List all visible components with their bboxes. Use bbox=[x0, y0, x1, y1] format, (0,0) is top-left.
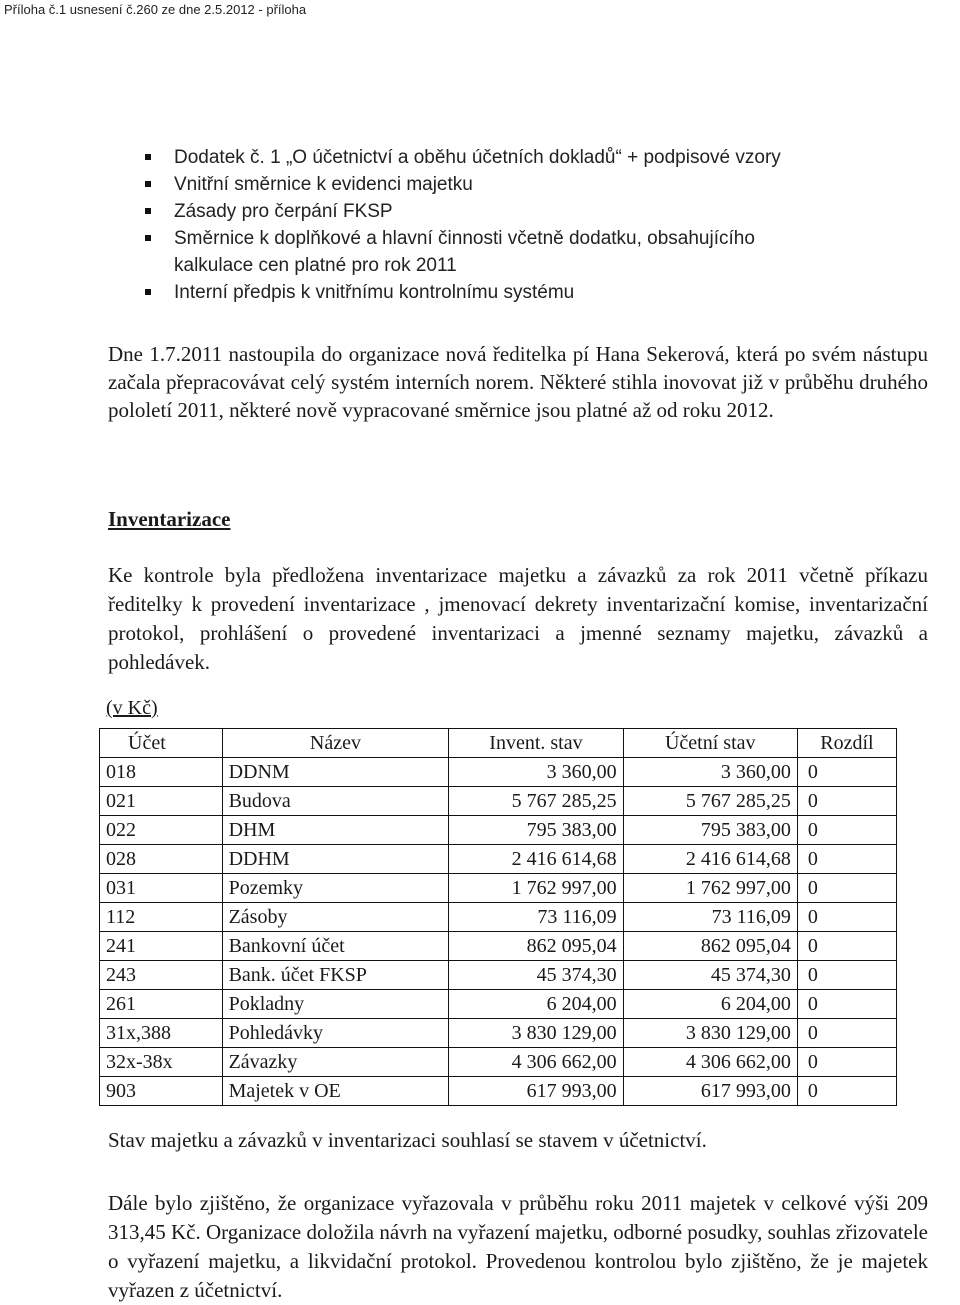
cell-account: 32x-38x bbox=[100, 1048, 223, 1077]
table-unit-label: (v Kč) bbox=[106, 697, 158, 719]
cell-difference: 0 bbox=[797, 816, 896, 845]
cell-accounting-state: 795 383,00 bbox=[623, 816, 797, 845]
list-item bbox=[145, 225, 925, 279]
cell-account: 241 bbox=[100, 932, 223, 961]
cell-difference: 0 bbox=[797, 903, 896, 932]
cell-accounting-state: 73 116,09 bbox=[623, 903, 797, 932]
cell-name: DDHM bbox=[222, 845, 449, 874]
cell-account: 243 bbox=[100, 961, 223, 990]
table-row bbox=[100, 1019, 897, 1048]
column-header-account: Účet bbox=[100, 729, 223, 758]
cell-inventory-state: 1 762 997,00 bbox=[449, 874, 623, 903]
column-header-accounting-state: Účetní stav bbox=[623, 729, 797, 758]
cell-accounting-state: 6 204,00 bbox=[623, 990, 797, 1019]
bullet-icon bbox=[145, 181, 151, 187]
cell-inventory-state: 3 360,00 bbox=[449, 758, 623, 787]
cell-accounting-state: 4 306 662,00 bbox=[623, 1048, 797, 1077]
paragraph-inventory-docs: Ke kontrole byla předložena inventarizace majetku a závazků za rok 2011 včetně příkazu ředitelky k provedení inventarizace , jmenovací dekrety inventarizační komise, inventarizační protokol, prohlášení o provedené inventarizaci a jmenné seznamy majetku, závazků a pohledávek. bbox=[108, 563, 928, 674]
cell-difference: 0 bbox=[797, 961, 896, 990]
table-row bbox=[100, 874, 897, 903]
cell-account: 022 bbox=[100, 816, 223, 845]
list-item-text: Interní předpis k vnitřnímu kontrolnímu systému bbox=[174, 282, 575, 303]
cell-account: 903 bbox=[100, 1077, 223, 1106]
cell-inventory-state: 4 306 662,00 bbox=[449, 1048, 623, 1077]
column-header-name: Název bbox=[222, 729, 449, 758]
document-list bbox=[145, 144, 925, 306]
cell-difference: 0 bbox=[797, 758, 896, 787]
cell-difference: 0 bbox=[797, 787, 896, 816]
cell-name: Pokladny bbox=[222, 990, 449, 1019]
list-item bbox=[145, 171, 925, 198]
paragraph-inventory-agrees: Stav majetku a závazků v inventarizaci souhlasí se stavem v účetnictví. bbox=[108, 1128, 707, 1152]
cell-inventory-state: 795 383,00 bbox=[449, 816, 623, 845]
list-item-text: Dodatek č. 1 „O účetnictví a oběhu účetních dokladů“ + podpisové vzory bbox=[174, 147, 781, 168]
table-row bbox=[100, 816, 897, 845]
cell-name: Pohledávky bbox=[222, 1019, 449, 1048]
table-row bbox=[100, 990, 897, 1019]
cell-difference: 0 bbox=[797, 1019, 896, 1048]
table-row bbox=[100, 903, 897, 932]
cell-accounting-state: 3 830 129,00 bbox=[623, 1019, 797, 1048]
cell-inventory-state: 6 204,00 bbox=[449, 990, 623, 1019]
cell-account: 112 bbox=[100, 903, 223, 932]
cell-accounting-state: 617 993,00 bbox=[623, 1077, 797, 1106]
list-item-text: Vnitřní směrnice k evidenci majetku bbox=[174, 174, 473, 195]
cell-inventory-state: 862 095,04 bbox=[449, 932, 623, 961]
list-item-text: Zásady pro čerpání FKSP bbox=[174, 201, 393, 222]
cell-accounting-state: 5 767 285,25 bbox=[623, 787, 797, 816]
cell-inventory-state: 3 830 129,00 bbox=[449, 1019, 623, 1048]
cell-inventory-state: 45 374,30 bbox=[449, 961, 623, 990]
bullet-icon bbox=[145, 289, 151, 295]
cell-name: Majetek v OE bbox=[222, 1077, 449, 1106]
cell-accounting-state: 862 095,04 bbox=[623, 932, 797, 961]
cell-name: Pozemky bbox=[222, 874, 449, 903]
cell-inventory-state: 5 767 285,25 bbox=[449, 787, 623, 816]
section-title-inventory: Inventarizace bbox=[108, 507, 231, 531]
cell-difference: 0 bbox=[797, 845, 896, 874]
table-row bbox=[100, 1077, 897, 1106]
column-header-difference: Rozdíl bbox=[797, 729, 896, 758]
cell-difference: 0 bbox=[797, 1048, 896, 1077]
cell-difference: 0 bbox=[797, 874, 896, 903]
bullet-icon bbox=[145, 235, 151, 241]
cell-account: 021 bbox=[100, 787, 223, 816]
cell-difference: 0 bbox=[797, 990, 896, 1019]
inventory-table bbox=[99, 728, 897, 1106]
cell-accounting-state: 2 416 614,68 bbox=[623, 845, 797, 874]
table-row bbox=[100, 845, 897, 874]
cell-name: Bank. účet FKSP bbox=[222, 961, 449, 990]
cell-name: Zásoby bbox=[222, 903, 449, 932]
cell-account: 018 bbox=[100, 758, 223, 787]
cell-difference: 0 bbox=[797, 1077, 896, 1106]
cell-name: Bankovní účet bbox=[222, 932, 449, 961]
cell-account: 261 bbox=[100, 990, 223, 1019]
column-header-inventory-state: Invent. stav bbox=[449, 729, 623, 758]
cell-name: Závazky bbox=[222, 1048, 449, 1077]
list-item bbox=[145, 279, 925, 306]
cell-difference: 0 bbox=[797, 932, 896, 961]
cell-inventory-state: 73 116,09 bbox=[449, 903, 623, 932]
cell-account: 028 bbox=[100, 845, 223, 874]
cell-account: 31x,388 bbox=[100, 1019, 223, 1048]
cell-accounting-state: 45 374,30 bbox=[623, 961, 797, 990]
paragraph-new-director: Dne 1.7.2011 nastoupila do organizace nová ředitelka pí Hana Sekerová, která po svém nástupu začala přepracovávat celý systém interních norem. Některé stihla inovovat již v průběhu druhého pololetí 2011, některé nově vypracované směrnice jsou platné až od roku 2012. bbox=[108, 342, 928, 422]
attachment-header-note: Příloha č.1 usnesení č.260 ze dne 2.5.2012 - příloha bbox=[4, 2, 307, 17]
list-item bbox=[145, 144, 925, 171]
table-row bbox=[100, 787, 897, 816]
cell-inventory-state: 2 416 614,68 bbox=[449, 845, 623, 874]
table-row bbox=[100, 932, 897, 961]
table-row bbox=[100, 758, 897, 787]
paragraph-disposal: Dále bylo zjištěno, že organizace vyřazovala v průběhu roku 2011 majetek v celkové výši 209 313,45 Kč. Organizace doložila návrh na vyřazení majetku, odborné posudky, souhlas zřizovatele o vyřazení majetku, a likvidační protokol. Provedenou kontrolou bylo zjištěno, že je majetek vyřazen z účetnictví. bbox=[108, 1191, 928, 1302]
list-item-text: Směrnice k doplňkové a hlavní činnosti včetně dodatku, obsahujícího bbox=[174, 228, 755, 249]
cell-accounting-state: 1 762 997,00 bbox=[623, 874, 797, 903]
bullet-icon bbox=[145, 154, 151, 160]
cell-account: 031 bbox=[100, 874, 223, 903]
cell-name: DHM bbox=[222, 816, 449, 845]
list-item bbox=[145, 198, 925, 225]
cell-accounting-state: 3 360,00 bbox=[623, 758, 797, 787]
table-header-row bbox=[100, 729, 897, 758]
cell-inventory-state: 617 993,00 bbox=[449, 1077, 623, 1106]
table-row bbox=[100, 1048, 897, 1077]
cell-name: DDNM bbox=[222, 758, 449, 787]
table-row bbox=[100, 961, 897, 990]
bullet-icon bbox=[145, 208, 151, 214]
table-body bbox=[100, 758, 897, 1106]
list-item-continuation: kalkulace cen platné pro rok 2011 bbox=[174, 255, 457, 276]
cell-name: Budova bbox=[222, 787, 449, 816]
